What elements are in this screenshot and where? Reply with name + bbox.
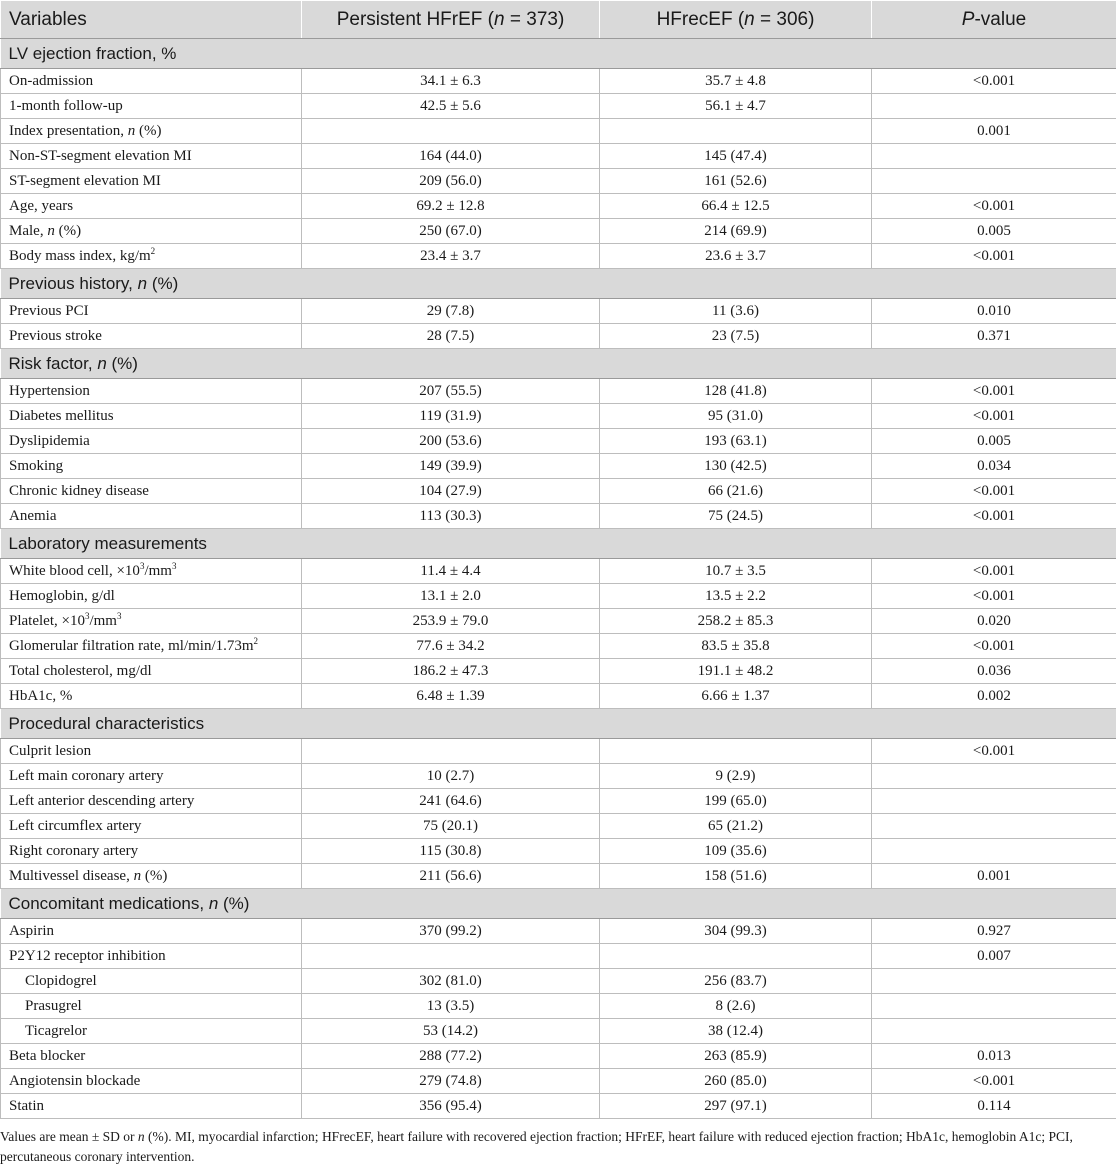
table-row [1, 944, 1116, 969]
cell-persistent: 42.5 ± 5.6 [302, 94, 600, 119]
cell-persistent: 69.2 ± 12.8 [302, 194, 600, 219]
row-label: Anemia [1, 504, 302, 529]
cell-p: <0.001 [872, 559, 1116, 584]
cell-persistent: 77.6 ± 34.2 [302, 634, 600, 659]
cell-persistent: 207 (55.5) [302, 379, 600, 404]
cell-p [872, 994, 1116, 1019]
footnote-text: Values are mean ± SD or [0, 1129, 138, 1144]
cell-p: 0.927 [872, 919, 1116, 944]
cell-hfrecef: 161 (52.6) [600, 169, 872, 194]
cell-hfrecef: 75 (24.5) [600, 504, 872, 529]
cell-p [872, 144, 1116, 169]
header-n: n [494, 8, 505, 30]
row-label: Statin [1, 1094, 302, 1119]
table-footnote [0, 1119, 1116, 1167]
table-row [1, 1044, 1116, 1069]
header-variables: Variables [1, 1, 302, 39]
header-text: = 373) [504, 8, 565, 30]
cell-p: <0.001 [872, 194, 1116, 219]
cell-persistent: 13.1 ± 2.0 [302, 584, 600, 609]
cell-persistent: 29 (7.8) [302, 299, 600, 324]
label-text: Multivessel disease, [9, 867, 134, 884]
section-previous-history [1, 269, 1116, 299]
table-row [1, 119, 1116, 144]
cell-hfrecef: 199 (65.0) [600, 789, 872, 814]
footnote-text: (%). MI, myocardial infarction; HFrecEF, heart failure with recovered ejection fraction; HFrEF, heart failure with reduced ejection fraction; HbA1c, hemoglobin A1c; PCI, percutaneous coronary intervention. [0, 1129, 1073, 1164]
section-text: Concomitant medications, [8, 894, 209, 913]
row-label: Right coronary artery [1, 839, 302, 864]
section-row [1, 349, 1116, 379]
cell-hfrecef: 260 (85.0) [600, 1069, 872, 1094]
cell-persistent: 253.9 ± 79.0 [302, 609, 600, 634]
label-text: /mm [89, 612, 117, 629]
cell-hfrecef: 130 (42.5) [600, 454, 872, 479]
cell-persistent: 250 (67.0) [302, 219, 600, 244]
table-row [1, 994, 1116, 1019]
table-row [1, 69, 1116, 94]
cell-p [872, 169, 1116, 194]
row-label: Ticagrelor [1, 1019, 302, 1044]
label-n: n [127, 122, 136, 139]
cell-hfrecef: 11 (3.6) [600, 299, 872, 324]
row-label: Hemoglobin, g/dl [1, 584, 302, 609]
cell-hfrecef [600, 944, 872, 969]
cell-hfrecef: 83.5 ± 35.8 [600, 634, 872, 659]
cell-p: 0.005 [872, 429, 1116, 454]
cell-persistent [302, 944, 600, 969]
section-row [1, 39, 1116, 69]
cell-hfrecef: 23 (7.5) [600, 324, 872, 349]
cell-persistent: 241 (64.6) [302, 789, 600, 814]
label-text: Index presentation, [9, 122, 128, 139]
label-text: /mm [144, 562, 172, 579]
cell-persistent: 288 (77.2) [302, 1044, 600, 1069]
row-label: HbA1c, % [1, 684, 302, 709]
cell-persistent [302, 119, 600, 144]
table-row [1, 739, 1116, 764]
table-row [1, 379, 1116, 404]
cell-p: <0.001 [872, 634, 1116, 659]
section-row [1, 529, 1116, 559]
cell-hfrecef: 8 (2.6) [600, 994, 872, 1019]
cell-hfrecef [600, 119, 872, 144]
row-label: Hypertension [1, 379, 302, 404]
row-label [1, 609, 302, 634]
label-text: White blood cell, ×10 [9, 562, 140, 579]
table-row [1, 684, 1116, 709]
row-label: Diabetes mellitus [1, 404, 302, 429]
table-row [1, 1094, 1116, 1119]
cell-p [872, 814, 1116, 839]
cell-hfrecef: 263 (85.9) [600, 1044, 872, 1069]
header-n: n [744, 8, 755, 30]
label-text: (%) [141, 867, 168, 884]
cell-p: <0.001 [872, 244, 1116, 269]
table-row [1, 839, 1116, 864]
table-row [1, 1069, 1116, 1094]
cell-hfrecef: 191.1 ± 48.2 [600, 659, 872, 684]
table-row [1, 814, 1116, 839]
cell-p [872, 94, 1116, 119]
row-label: Left anterior descending artery [1, 789, 302, 814]
cell-persistent: 75 (20.1) [302, 814, 600, 839]
label-text: Glomerular filtration rate, ml/min/1.73m [9, 637, 254, 654]
cell-p: 0.036 [872, 659, 1116, 684]
table-row [1, 169, 1116, 194]
cell-persistent: 279 (74.8) [302, 1069, 600, 1094]
row-label [1, 219, 302, 244]
table-row [1, 324, 1116, 349]
cell-p: 0.114 [872, 1094, 1116, 1119]
table-row [1, 194, 1116, 219]
cell-p: <0.001 [872, 404, 1116, 429]
section-laboratory: Laboratory measurements [1, 529, 1116, 559]
cell-persistent: 211 (56.6) [302, 864, 600, 889]
cell-p [872, 1019, 1116, 1044]
cell-hfrecef: 38 (12.4) [600, 1019, 872, 1044]
section-medications [1, 889, 1116, 919]
label-text: (%) [54, 222, 82, 239]
cell-persistent: 6.48 ± 1.39 [302, 684, 600, 709]
row-label: ST-segment elevation MI [1, 169, 302, 194]
cell-persistent: 115 (30.8) [302, 839, 600, 864]
row-label: On-admission [1, 69, 302, 94]
cell-persistent: 53 (14.2) [302, 1019, 600, 1044]
row-label: Clopidogrel [1, 969, 302, 994]
cell-hfrecef: 56.1 ± 4.7 [600, 94, 872, 119]
cell-p: 0.005 [872, 219, 1116, 244]
cell-hfrecef: 35.7 ± 4.8 [600, 69, 872, 94]
row-label: 1-month follow-up [1, 94, 302, 119]
table-row [1, 299, 1116, 324]
row-label: Culprit lesion [1, 739, 302, 764]
footnote-n: n [137, 1129, 145, 1144]
label-text: Platelet, ×10 [9, 612, 85, 629]
cell-hfrecef: 258.2 ± 85.3 [600, 609, 872, 634]
cell-hfrecef: 304 (99.3) [600, 919, 872, 944]
cell-hfrecef: 193 (63.1) [600, 429, 872, 454]
row-label: Left circumflex artery [1, 814, 302, 839]
label-text: (%) [135, 122, 162, 139]
cell-hfrecef: 23.6 ± 3.7 [600, 244, 872, 269]
label-n: n [47, 222, 55, 239]
cell-persistent: 200 (53.6) [302, 429, 600, 454]
table-row [1, 219, 1116, 244]
table-row [1, 609, 1116, 634]
cell-p: 0.020 [872, 609, 1116, 634]
header-text: Persistent HFrEF ( [336, 8, 495, 30]
cell-persistent: 104 (27.9) [302, 479, 600, 504]
cell-hfrecef: 13.5 ± 2.2 [600, 584, 872, 609]
cell-p: 0.371 [872, 324, 1116, 349]
row-label [1, 119, 302, 144]
table-row [1, 244, 1116, 269]
row-label: Previous stroke [1, 324, 302, 349]
cell-persistent: 302 (81.0) [302, 969, 600, 994]
table-row [1, 919, 1116, 944]
label-sup: 2 [253, 635, 259, 646]
row-label: Smoking [1, 454, 302, 479]
section-n: n [97, 354, 107, 373]
row-label: Non-ST-segment elevation MI [1, 144, 302, 169]
section-text: Risk factor, [8, 354, 98, 373]
cell-hfrecef [600, 739, 872, 764]
cell-hfrecef: 95 (31.0) [600, 404, 872, 429]
cell-persistent: 164 (44.0) [302, 144, 600, 169]
cell-hfrecef: 10.7 ± 3.5 [600, 559, 872, 584]
label-sup: 3 [84, 610, 90, 621]
cell-persistent: 34.1 ± 6.3 [302, 69, 600, 94]
cell-p: <0.001 [872, 739, 1116, 764]
row-label [1, 244, 302, 269]
table-row [1, 659, 1116, 684]
cell-hfrecef: 109 (35.6) [600, 839, 872, 864]
row-label: Total cholesterol, mg/dl [1, 659, 302, 684]
cell-persistent: 11.4 ± 4.4 [302, 559, 600, 584]
header-text: = 306) [754, 8, 815, 30]
cell-hfrecef: 158 (51.6) [600, 864, 872, 889]
cell-p: 0.034 [872, 454, 1116, 479]
row-label: P2Y12 receptor inhibition [1, 944, 302, 969]
cell-hfrecef: 256 (83.7) [600, 969, 872, 994]
cell-persistent [302, 739, 600, 764]
row-label [1, 864, 302, 889]
header-text: -value [974, 8, 1027, 30]
table-row [1, 479, 1116, 504]
cell-persistent: 149 (39.9) [302, 454, 600, 479]
cell-p: 0.002 [872, 684, 1116, 709]
table-row [1, 504, 1116, 529]
cell-p: <0.001 [872, 379, 1116, 404]
cell-persistent: 209 (56.0) [302, 169, 600, 194]
label-text: Body mass index, kg/m [9, 247, 151, 264]
cell-p: <0.001 [872, 479, 1116, 504]
row-label: Age, years [1, 194, 302, 219]
row-label: Chronic kidney disease [1, 479, 302, 504]
section-procedural: Procedural characteristics [1, 709, 1116, 739]
header-row [1, 1, 1116, 39]
table-row [1, 789, 1116, 814]
cell-persistent: 28 (7.5) [302, 324, 600, 349]
section-row [1, 889, 1116, 919]
cell-persistent: 186.2 ± 47.3 [302, 659, 600, 684]
cell-persistent: 13 (3.5) [302, 994, 600, 1019]
table-row [1, 634, 1116, 659]
cell-hfrecef: 66.4 ± 12.5 [600, 194, 872, 219]
cell-hfrecef: 128 (41.8) [600, 379, 872, 404]
header-p: P [961, 8, 975, 30]
table-row [1, 584, 1116, 609]
row-label: Previous PCI [1, 299, 302, 324]
label-sup: 2 [150, 245, 156, 256]
cell-p: 0.010 [872, 299, 1116, 324]
section-row [1, 269, 1116, 299]
table-row [1, 764, 1116, 789]
table-row [1, 1019, 1116, 1044]
row-label [1, 559, 302, 584]
cell-hfrecef: 214 (69.9) [600, 219, 872, 244]
cell-persistent: 370 (99.2) [302, 919, 600, 944]
row-label: Prasugrel [1, 994, 302, 1019]
cell-hfrecef: 6.66 ± 1.37 [600, 684, 872, 709]
cell-p: <0.001 [872, 1069, 1116, 1094]
label-sup: 3 [139, 560, 145, 571]
section-lvef: LV ejection fraction, % [1, 39, 1116, 69]
cell-hfrecef: 65 (21.2) [600, 814, 872, 839]
label-n: n [133, 867, 142, 884]
cell-p [872, 789, 1116, 814]
row-label: Dyslipidemia [1, 429, 302, 454]
header-hfrecef [600, 1, 872, 39]
cell-p [872, 764, 1116, 789]
cell-hfrecef: 66 (21.6) [600, 479, 872, 504]
row-label [1, 634, 302, 659]
cell-persistent: 119 (31.9) [302, 404, 600, 429]
section-text: (%) [218, 894, 250, 913]
cell-p [872, 969, 1116, 994]
table-row [1, 969, 1116, 994]
table-row [1, 559, 1116, 584]
cell-p: 0.001 [872, 864, 1116, 889]
header-text: HFrecEF ( [656, 8, 745, 30]
cell-p: <0.001 [872, 69, 1116, 94]
section-text: (%) [106, 354, 138, 373]
header-p-value [872, 1, 1116, 39]
section-text: Previous history, [8, 274, 138, 293]
cell-hfrecef: 9 (2.9) [600, 764, 872, 789]
cell-hfrecef: 297 (97.1) [600, 1094, 872, 1119]
cell-p [872, 839, 1116, 864]
cell-p: <0.001 [872, 584, 1116, 609]
cell-p: 0.013 [872, 1044, 1116, 1069]
cell-p: 0.007 [872, 944, 1116, 969]
cell-persistent: 356 (95.4) [302, 1094, 600, 1119]
row-label: Angiotensin blockade [1, 1069, 302, 1094]
cell-persistent: 23.4 ± 3.7 [302, 244, 600, 269]
table-row [1, 429, 1116, 454]
header-persistent-hfref [302, 1, 600, 39]
table-row [1, 404, 1116, 429]
section-text: (%) [147, 274, 179, 293]
table-row [1, 144, 1116, 169]
label-text: Male, [9, 222, 48, 239]
section-risk-factor [1, 349, 1116, 379]
label-sup: 3 [116, 610, 122, 621]
section-n: n [208, 894, 219, 913]
table-row [1, 864, 1116, 889]
table-row [1, 94, 1116, 119]
row-label: Aspirin [1, 919, 302, 944]
cell-persistent: 10 (2.7) [302, 764, 600, 789]
table-row [1, 454, 1116, 479]
section-row [1, 709, 1116, 739]
row-label: Left main coronary artery [1, 764, 302, 789]
label-sup: 3 [171, 560, 177, 571]
row-label: Beta blocker [1, 1044, 302, 1069]
cell-p: <0.001 [872, 504, 1116, 529]
section-n: n [137, 274, 148, 293]
cell-hfrecef: 145 (47.4) [600, 144, 872, 169]
cell-p: 0.001 [872, 119, 1116, 144]
cell-persistent: 113 (30.3) [302, 504, 600, 529]
